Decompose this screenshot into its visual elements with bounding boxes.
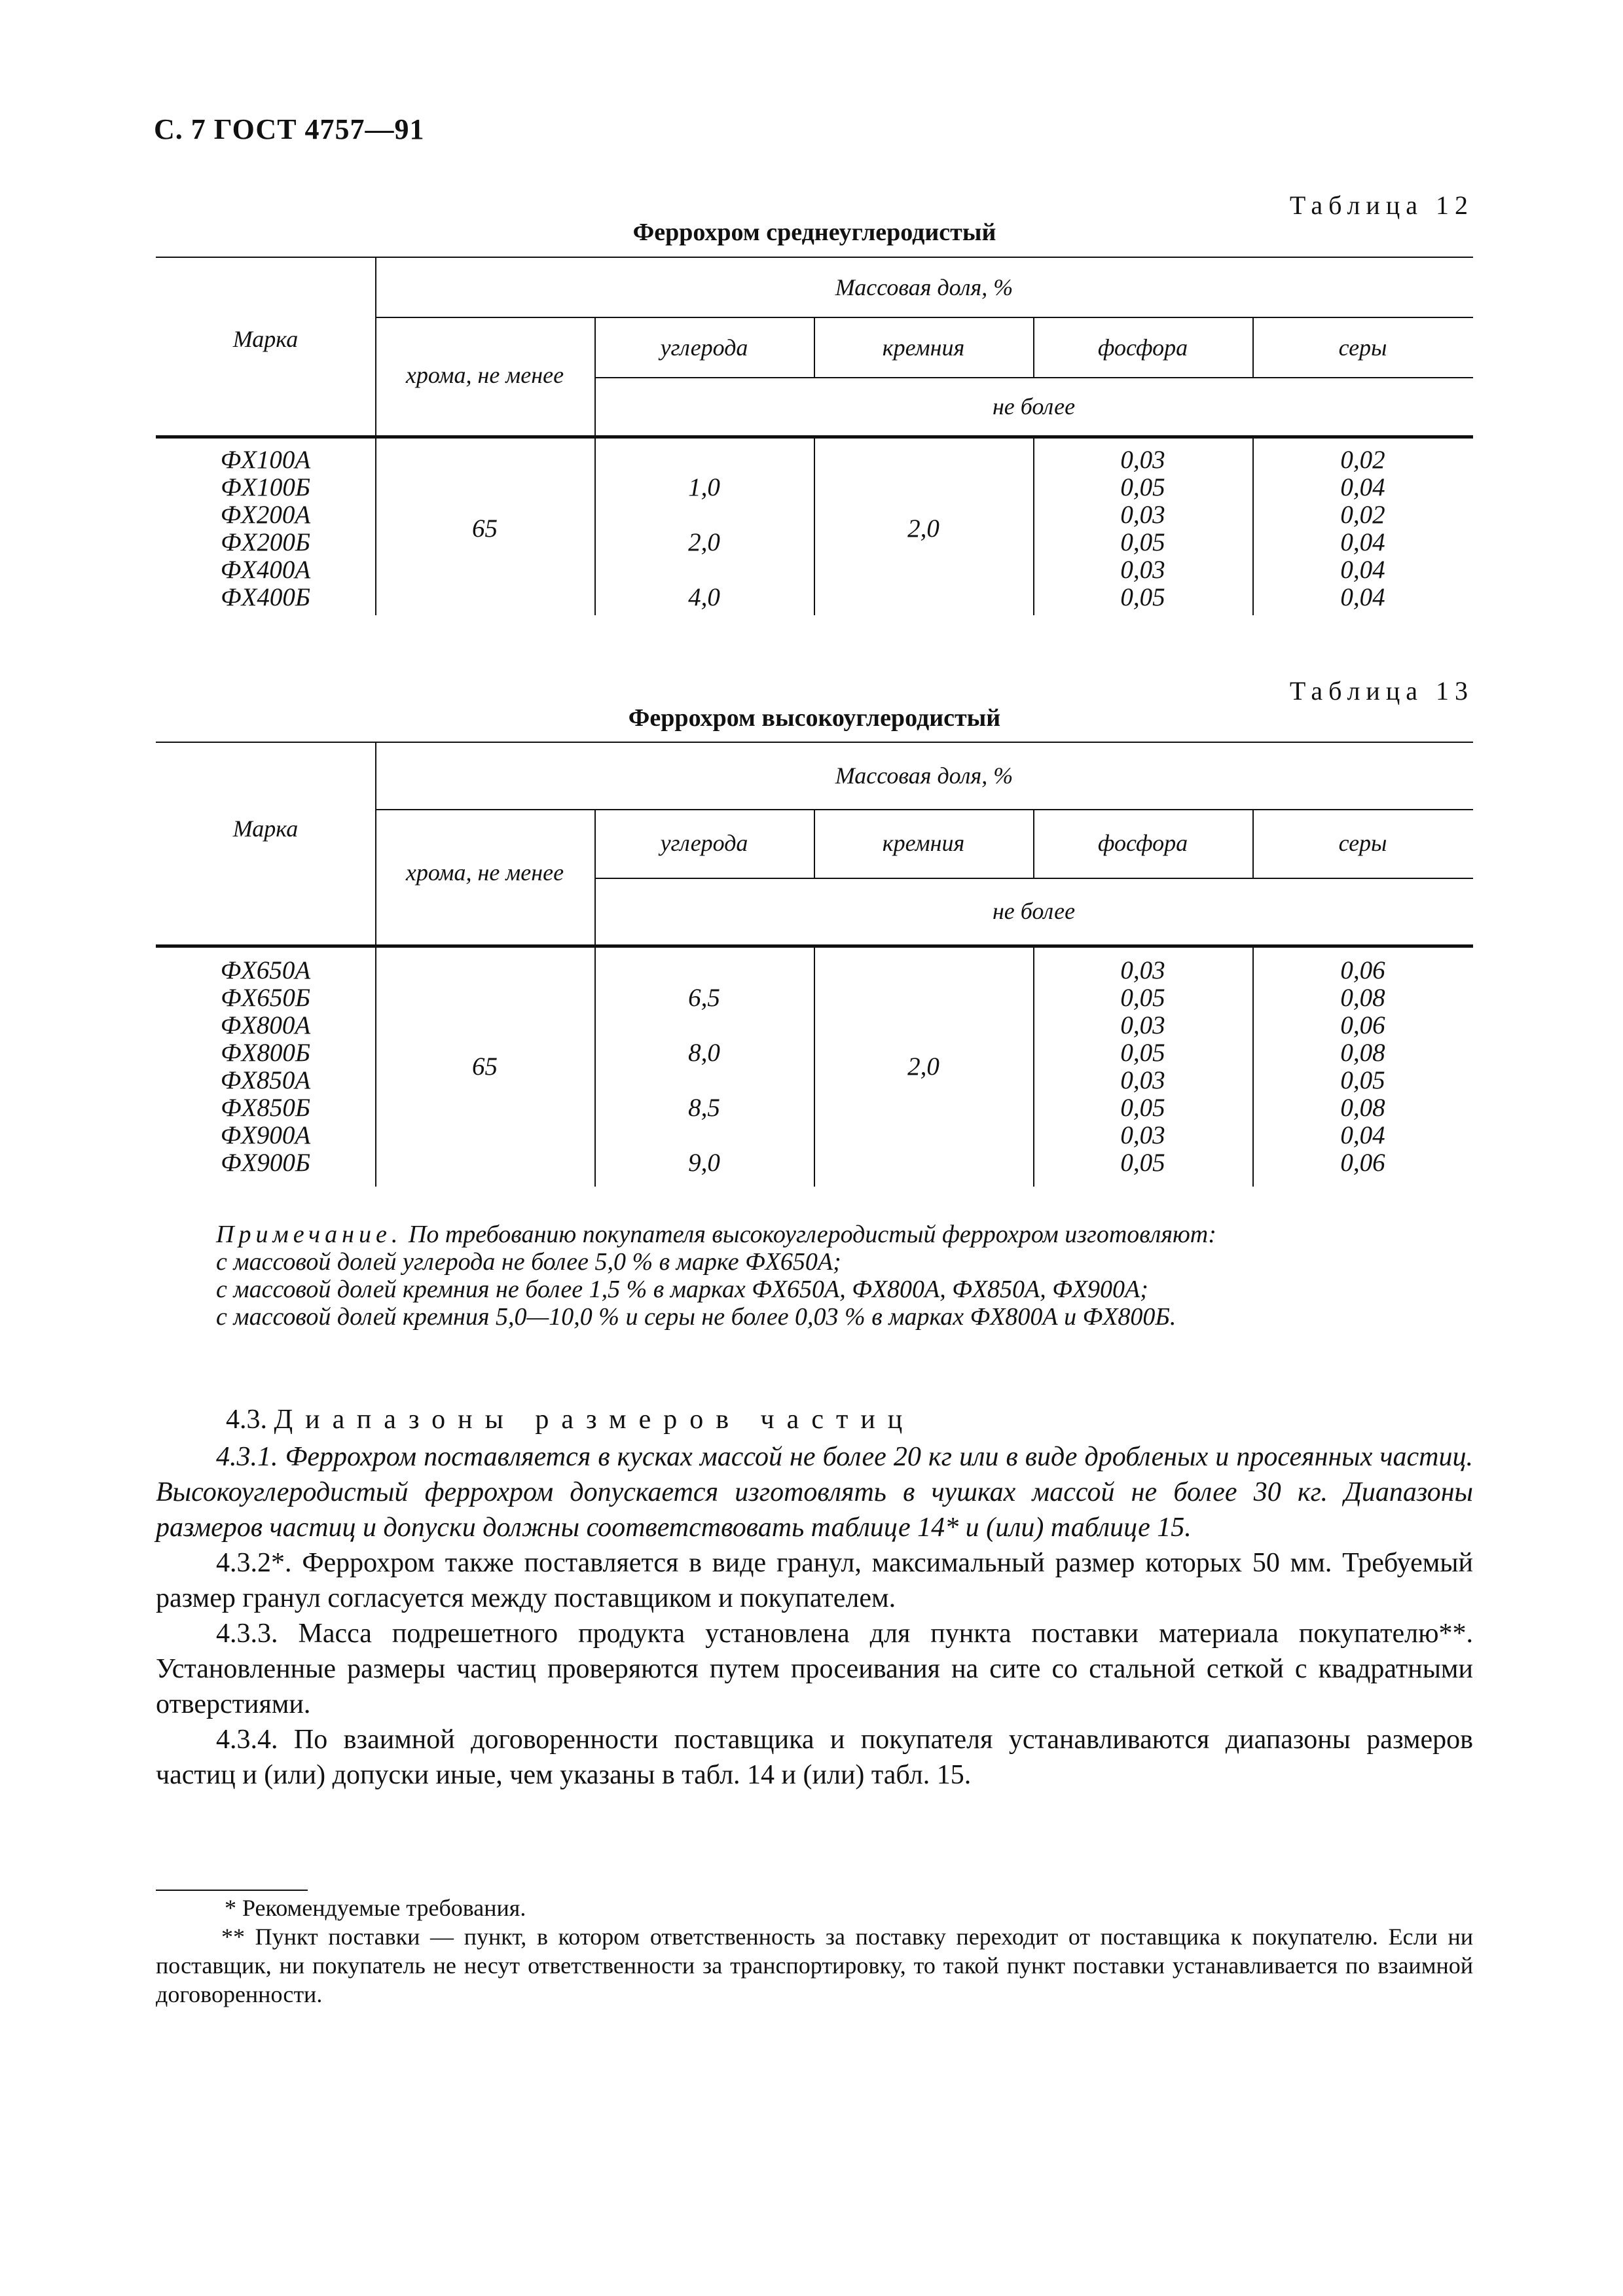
table-cell: ФХ850Б [221, 1094, 310, 1122]
header-silicon: кремния [882, 334, 965, 361]
note-line: с массовой долей кремния не более 1,5 % в марках ФХ650А, ФХ800А, ФХ850А, ФХ900А; [216, 1276, 1148, 1303]
table-cell: ФХ400А [220, 556, 311, 584]
table-cell: ФХ100Б [221, 473, 310, 501]
header-carbon: углерода [660, 334, 748, 361]
header-mass-fraction: Массовая доля, % [835, 274, 1013, 300]
table-cell: 2,0 [688, 528, 720, 556]
table-cell: 0,04 [1340, 473, 1385, 501]
table-cell: 0,05 [1120, 583, 1165, 611]
table-cell: ФХ800А [220, 1011, 311, 1039]
header-sulfur: серы [1338, 334, 1387, 361]
table-note [216, 1221, 1460, 1331]
table-cell: 0,05 [1120, 473, 1165, 501]
carbon-column [594, 984, 814, 1177]
header-carbon: углерода [660, 830, 748, 856]
table-cell: 8,5 [688, 1094, 720, 1122]
header-chrome: хрома, не менее [405, 859, 564, 886]
paragraph-4-3-4: 4.3.4. По взаимной договоренности поставщика и покупателя устанавливаются диапазоны размеров частиц и (или) допуски иные, чем указаны в табл. 14 и (или) табл. 15. [156, 1725, 1473, 1790]
table-cell: 0,06 [1340, 1149, 1385, 1177]
table-cell: ФХ100А [220, 446, 311, 474]
table-cell: 1,0 [688, 473, 720, 501]
marks-column [156, 446, 375, 611]
table-cell: 0,08 [1340, 984, 1385, 1012]
header-mark: Марка [232, 816, 299, 842]
table-cell: 0,04 [1340, 528, 1385, 556]
silicon-value: 2,0 [907, 1052, 939, 1081]
paragraph-4-3-2: 4.3.2*. Феррохром также поставляется в виде гранул, максимальный размер которых 50 мм. Требуемый размер гранул согласуется между поставщиком и покупателем. [156, 1548, 1473, 1613]
table-cell: ФХ900А [220, 1121, 311, 1149]
table-cell: 0,06 [1340, 1011, 1385, 1039]
silicon-value: 2,0 [907, 514, 939, 543]
section-number: 4.3. [226, 1405, 267, 1435]
table-cell: 0,03 [1120, 501, 1165, 529]
table-cell: ФХ200А [220, 501, 311, 529]
table-cell: 0,05 [1120, 1094, 1165, 1122]
section-title: Диапазоны размеров частиц [274, 1405, 915, 1435]
carbon-column [594, 474, 814, 611]
table-cell: 0,03 [1120, 956, 1165, 984]
table-cell: ФХ800Б [221, 1039, 310, 1067]
phosphorus-column [1033, 446, 1252, 611]
paragraph-4-3-3: 4.3.3. Масса подрешетного продукта установлена для пункта поставки материала покупателю**. Установленные размеры частиц проверяются путем просеивания на сите со стальной сеткой с квадратными отверстиями. [156, 1619, 1473, 1719]
footnote-1: * Рекомендуемые требования. [225, 1895, 526, 1921]
section-heading [226, 1404, 915, 1435]
header-phosphorus: фосфора [1097, 830, 1188, 856]
note-intro: По требованию покупателя высокоуглеродистый феррохром изготовляют: [402, 1221, 1216, 1248]
table-cell: ФХ200Б [221, 528, 310, 556]
chrome-value: 65 [472, 514, 498, 543]
paragraph-4-3-1: 4.3.1. Феррохром поставляется в кусках массой не более 20 кг или в виде дробленых и просеянных частиц. Высокоуглеродистый феррохром допускается изготовлять в чушках массой не более 30 кг. Диапазоны размеров частиц и допуски должны соответствовать таблице 14* и (или) таблице 15. [156, 1442, 1473, 1543]
header-silicon: кремния [882, 830, 965, 856]
table-cell: 9,0 [688, 1149, 720, 1177]
table-cell: 0,03 [1120, 1066, 1165, 1094]
table-cell: ФХ650Б [221, 984, 310, 1012]
table-cell: ФХ650А [220, 956, 311, 984]
page-header: С. 7 ГОСТ 4757—91 [154, 113, 425, 145]
marks-column [156, 957, 375, 1177]
footnote-rule [156, 1890, 308, 1891]
table-cell: 0,04 [1340, 583, 1385, 611]
header-not-more: не более [992, 898, 1076, 924]
note-line: с массовой долей углерода не более 5,0 % в марке ФХ650А; [216, 1248, 841, 1276]
table-cell: 0,08 [1340, 1039, 1385, 1067]
sulfur-column [1252, 957, 1473, 1177]
header-mark: Марка [232, 326, 299, 352]
table-cell: 8,0 [688, 1039, 720, 1067]
phosphorus-column [1033, 957, 1252, 1177]
footnotes [156, 1893, 1473, 2009]
header-sulfur: серы [1338, 830, 1387, 856]
table-cell: 0,05 [1120, 528, 1165, 556]
table-cell: ФХ850А [220, 1066, 311, 1094]
table-cell: 0,03 [1120, 1011, 1165, 1039]
section-body [156, 1439, 1473, 1793]
table-cell: 0,05 [1340, 1066, 1385, 1094]
table-12-title: Феррохром среднеуглеродистый [632, 219, 996, 246]
header-mass-fraction: Массовая доля, % [835, 762, 1013, 789]
header-not-more: не более [992, 393, 1076, 420]
table-12-number: Таблица 12 [1289, 190, 1474, 220]
header-phosphorus: фосфора [1097, 334, 1188, 361]
table-cell: 0,03 [1120, 556, 1165, 584]
header-chrome: хрома, не менее [405, 362, 564, 388]
sulfur-column [1252, 446, 1473, 611]
table-cell: 0,04 [1340, 556, 1385, 584]
table-cell: 0,04 [1340, 1121, 1385, 1149]
table-cell: 6,5 [688, 984, 720, 1012]
note-line: с массовой долей кремния 5,0—10,0 % и серы не более 0,03 % в марках ФХ800А и ФХ800Б. [216, 1303, 1176, 1331]
table-cell: 0,03 [1120, 446, 1165, 474]
table-cell: 0,02 [1340, 501, 1385, 529]
table-cell: 4,0 [688, 583, 720, 611]
chrome-value: 65 [472, 1052, 498, 1081]
note-label: Примечание. [216, 1221, 403, 1248]
footnote-2: ** Пункт поставки — пункт, в котором ответственность за поставку переходит от поставщика к покупателю. Если ни поставщик, ни покупатель не несут ответственности за транспортировку, то такой пункт поставки устанавливается по взаимной договоренности. [156, 1924, 1473, 2007]
table-cell: ФХ400Б [221, 583, 310, 611]
table-cell: 0,03 [1120, 1121, 1165, 1149]
table-cell: 0,02 [1340, 446, 1385, 474]
table-cell: 0,08 [1340, 1094, 1385, 1122]
table-cell: 0,05 [1120, 1039, 1165, 1067]
table-cell: 0,05 [1120, 984, 1165, 1012]
table-cell: 0,05 [1120, 1149, 1165, 1177]
table-13-title: Феррохром высокоуглеродистый [628, 704, 1001, 732]
table-cell: ФХ900Б [221, 1149, 310, 1177]
table-13-number: Таблица 13 [1289, 676, 1474, 706]
table-cell: 0,06 [1340, 956, 1385, 984]
